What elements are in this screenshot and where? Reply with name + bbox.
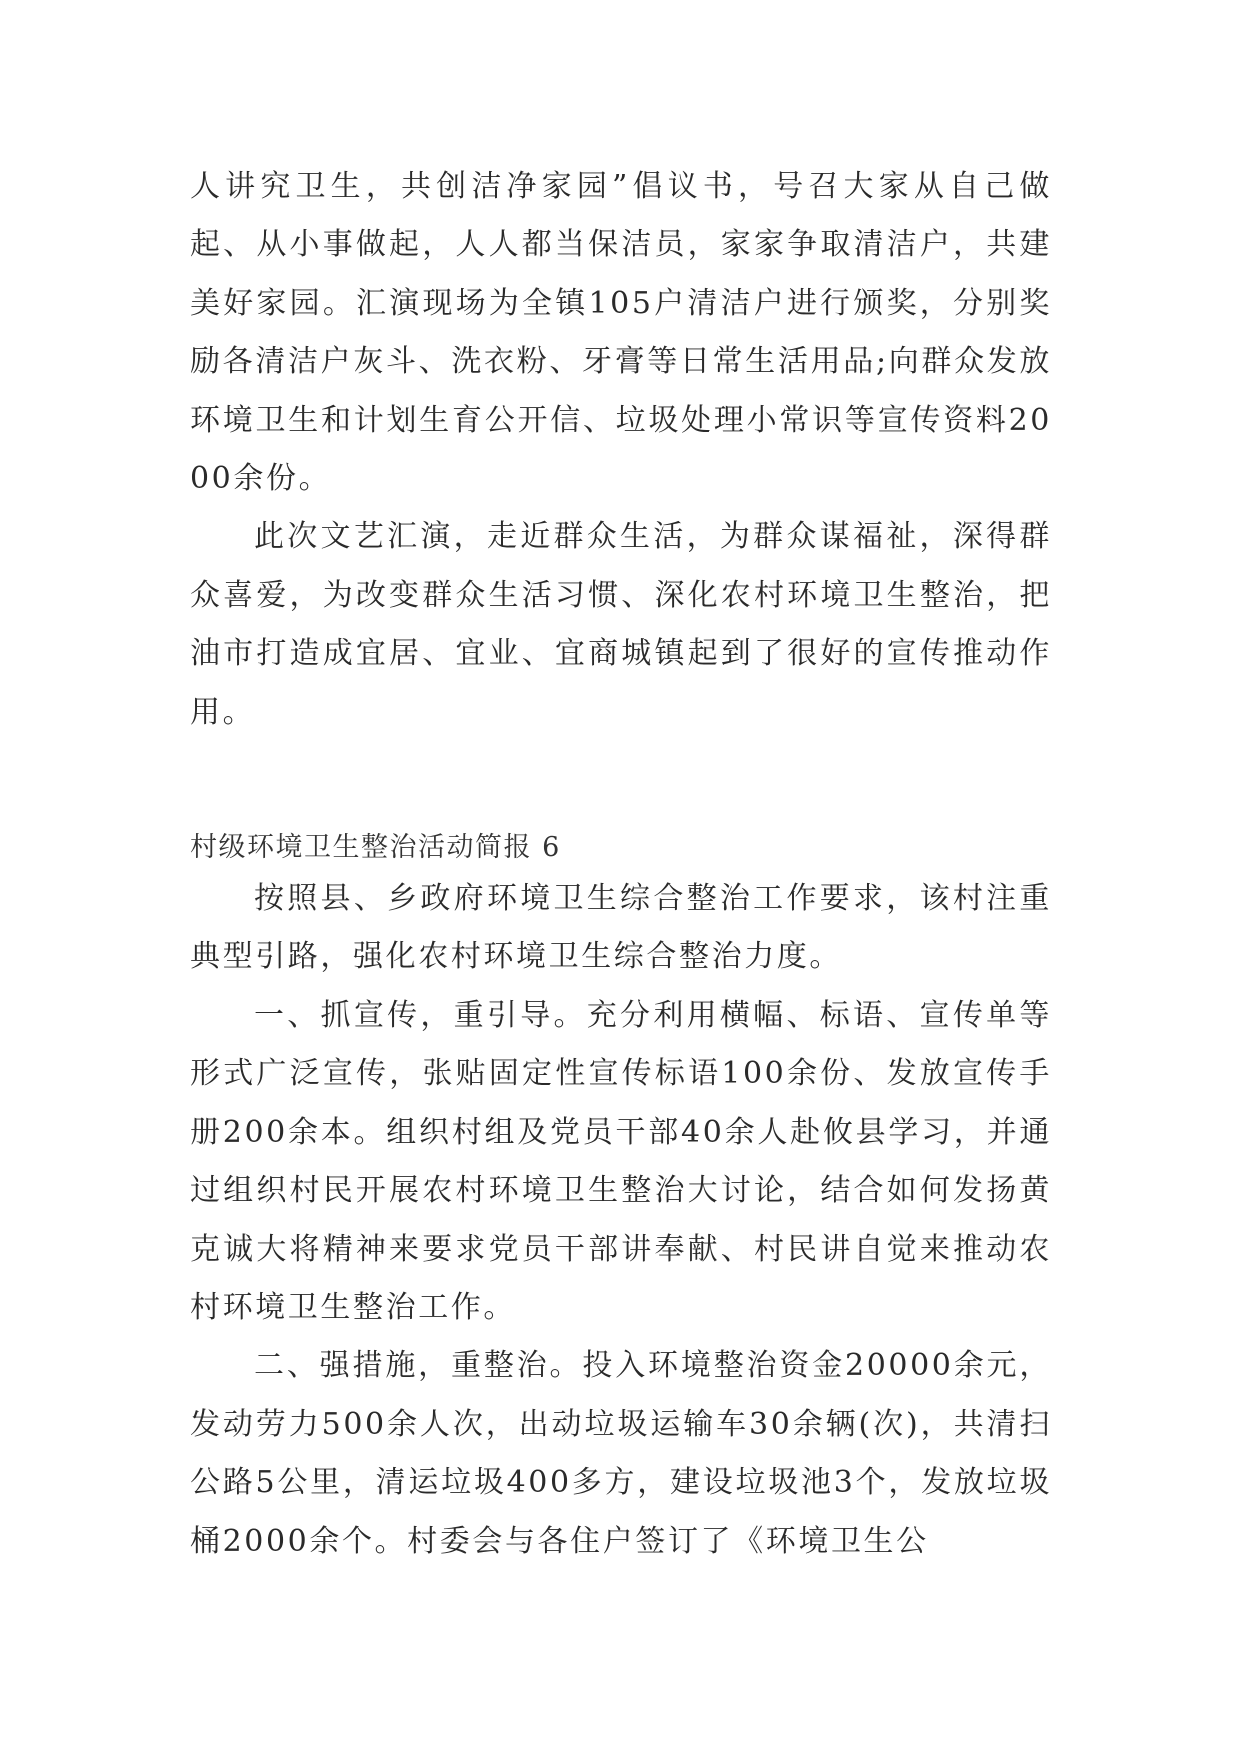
section-spacer bbox=[190, 742, 1052, 826]
paragraph-continued: 人讲究卫生，共创洁净家园”倡议书，号召大家从自己做起、从小事做起，人人都当保洁员，家家争取清洁户，共建美好家园。汇演现场为全镇105户清洁户进行颁奖，分别奖励各清洁户灰斗、洗衣粉、牙膏等日常生活用品;向群众发放环境卫生和计划生育公开信、垃圾处理小常识等宣传资料2000余份。 bbox=[190, 169, 1052, 497]
section-title: 村级环境卫生整治活动简报 6 bbox=[190, 832, 561, 864]
paragraph-summary: 此次文艺汇演，走近群众生活，为群众谋福祉，深得群众喜爱，为改变群众生活习惯、深化农村环境卫生整治，把油市打造成宜居、宜业、宜商城镇起到了很好的宣传推动作用。 bbox=[190, 519, 1052, 730]
paragraph-measures: 二、强措施，重整治。投入环境整治资金20000余元，发动劳力500余人次，出动垃圾运输车30余辆(次)，共清扫公路5公里，清运垃圾400多方，建设垃圾池3个，发放垃圾桶2000余个。村委会与各住户签订了《环境卫生公 bbox=[190, 1348, 1052, 1559]
paragraph-intro: 按照县、乡政府环境卫生综合整治工作要求，该村注重典型引路，强化农村环境卫生综合整治力度。 bbox=[190, 881, 1052, 975]
document-page bbox=[190, 158, 1052, 1571]
paragraph-publicity: 一、抓宣传，重引导。充分利用横幅、标语、宣传单等形式广泛宣传，张贴固定性宣传标语100余份、发放宣传手册200余本。组织村组及党员干部40余人赴攸县学习，并通过组织村民开展农村环境卫生整治大讨论，结合如何发扬黄克诚大将精神来要求党员干部讲奉献、村民讲自觉来推动农村环境卫生整治工作。 bbox=[190, 997, 1052, 1325]
